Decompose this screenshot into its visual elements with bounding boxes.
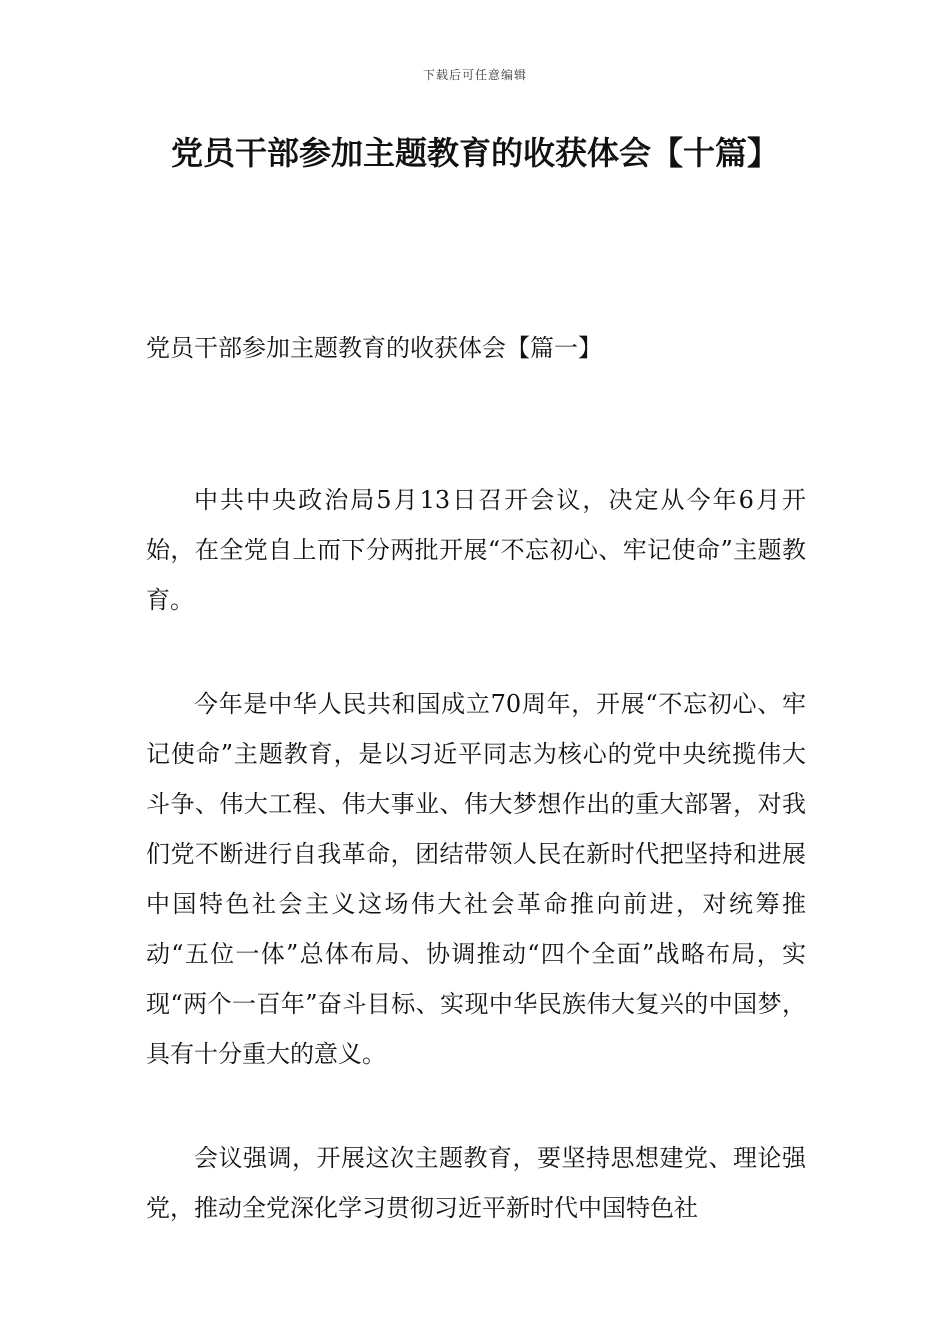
document-body (146, 475, 806, 1287)
header-note: 下载后可任意编辑 (422, 68, 527, 82)
document-title: 党员干部参加主题教育的收获体会【十篇】 (170, 134, 779, 172)
paragraph-3: 会议强调，开展这次主题教育，要坚持思想建党、理论强党，推动全党深化学习贯彻习近平新时代中国特色社 (146, 1144, 806, 1222)
paragraph-1: 中共中央政治局5月13日召开会议，决定从今年6月开始，在全党自上而下分两批开展“不忘初心、牢记使命”主题教育。 (146, 486, 806, 614)
paragraph-2: 今年是中华人民共和国成立70周年，开展“不忘初心、牢记使命”主题教育，是以习近平同志为核心的党中央统揽伟大斗争、伟大工程、伟大事业、伟大梦想作出的重大部署，对我们党不断进行自我革命，团结带领人民在新时代把坚持和进展中国特色社会主义这场伟大社会革命推向前进，对统筹推动“五位一体”总体布局、协调推动“四个全面”战略布局，实现“两个一百年”奋斗目标、实现中华民族伟大复兴的中国梦，具有十分重大的意义。 (146, 690, 806, 1068)
section-title: 党员干部参加主题教育的收获体会【篇一】 (146, 334, 602, 362)
